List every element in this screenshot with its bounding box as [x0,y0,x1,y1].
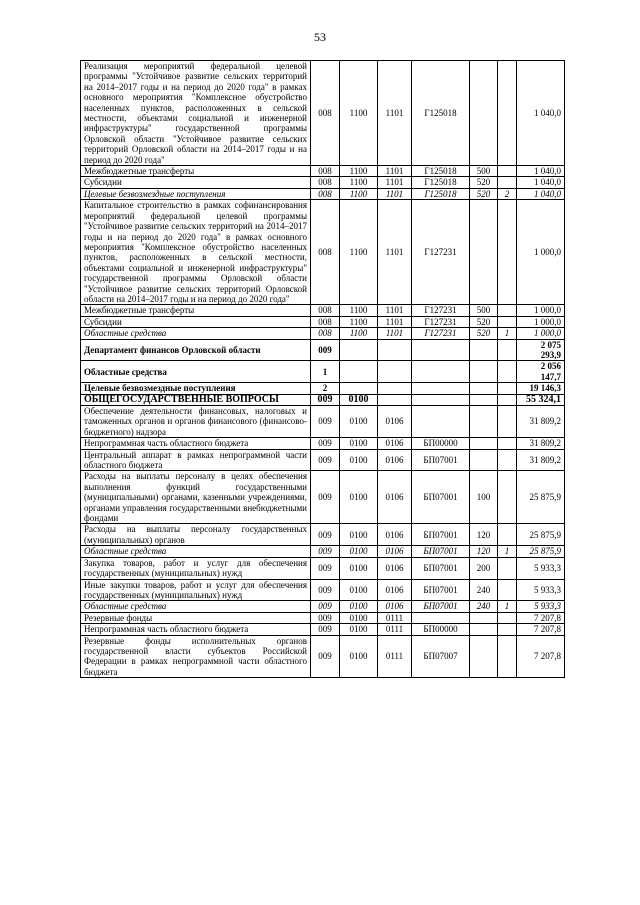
subsection-code-cell: 0106 [378,546,412,557]
expense-type-code-cell: 500 [470,305,498,316]
table-row [81,579,565,601]
table-row [81,624,565,635]
subsection-code-cell [378,339,412,361]
subsection-code-cell: 1101 [378,200,412,305]
item-name-cell: Закупка товаров, работ и услуг для обеспечения государственных (муниципальных) нужд [81,557,311,579]
amount-cell: 31 809,2 [517,406,565,438]
item-name-cell: Расходы на выплаты персоналу в целях обеспечения выполнения функций государственными (муниципальными) органами, казенными учреждениями, органами управления государственными внебюджетными фондами [81,471,311,524]
amount-cell: 2 056 147,7 [517,361,565,383]
amount-cell: 1 000,0 [517,305,565,316]
funding-source-code-cell [498,635,517,678]
table-row [81,166,565,177]
funding-source-code-cell [498,557,517,579]
target-item-code-cell: Г125018 [412,166,470,177]
expense-type-code-cell: 500 [470,166,498,177]
expense-type-code-cell: 120 [470,546,498,557]
amount-cell: 1 040,0 [517,188,565,199]
expense-type-code-cell: 520 [470,177,498,188]
item-name-cell: Иные закупки товаров, работ и услуг для обеспечения государственных (муниципальных) нужд [81,579,311,601]
target-item-code-cell: БП07001 [412,449,470,471]
funding-source-code-cell: 2 [498,188,517,199]
expense-type-code-cell [470,61,498,166]
section-code-cell: 0100 [340,438,378,449]
subsection-code-cell: 0106 [378,438,412,449]
amount-cell: 31 809,2 [517,438,565,449]
expense-type-code-cell [470,438,498,449]
subsection-code-cell: 1101 [378,188,412,199]
item-name-cell: Областные средства [81,546,311,557]
expense-type-code-cell: 120 [470,524,498,546]
section-code-cell: 0100 [340,635,378,678]
subsection-code-cell [378,394,412,405]
funding-source-code-cell [498,612,517,623]
subsection-code-cell: 0111 [378,612,412,623]
amount-cell: 19 146,3 [517,383,565,394]
item-name-cell: Расходы на выплаты персоналу государственных (муниципальных) органов [81,524,311,546]
ministry-code-cell: 009 [311,635,340,678]
subsection-code-cell: 0106 [378,601,412,612]
subsection-code-cell: 0111 [378,635,412,678]
expense-type-code-cell: 240 [470,579,498,601]
item-name-cell: Центральный аппарат в рамках непрограммной части областного бюджета [81,449,311,471]
target-item-code-cell [412,383,470,394]
item-name-cell: Областные средства [81,328,311,339]
section-code-cell: 1100 [340,166,378,177]
subsection-code-cell: 0106 [378,557,412,579]
section-code-cell: 1100 [340,316,378,327]
amount-cell: 5 933,3 [517,601,565,612]
item-name-cell: Обеспечение деятельности финансовых, налоговых и таможенных органов и органов финансового (финансово-бюджетного) надзора [81,406,311,438]
subsection-code-cell: 1101 [378,305,412,316]
table-row [81,200,565,305]
funding-source-code-cell: 1 [498,546,517,557]
target-item-code-cell [412,394,470,405]
target-item-code-cell: Г125018 [412,177,470,188]
funding-source-code-cell [498,305,517,316]
section-code-cell: 0100 [340,394,378,405]
section-code-cell: 1100 [340,305,378,316]
section-code-cell: 0100 [340,601,378,612]
expense-type-code-cell [470,406,498,438]
amount-cell: 1 000,0 [517,200,565,305]
section-code-cell: 0100 [340,579,378,601]
target-item-code-cell: Г127231 [412,200,470,305]
table-row [81,601,565,612]
section-code-cell: 0100 [340,557,378,579]
item-name-cell: Департамент финансов Орловской области [81,339,311,361]
table-row [81,449,565,471]
subsection-code-cell: 1101 [378,166,412,177]
ministry-code-cell: 008 [311,316,340,327]
item-name-cell: Резервные фонды [81,612,311,623]
target-item-code-cell: БП00000 [412,438,470,449]
expense-type-code-cell [470,361,498,383]
target-item-code-cell: БП07007 [412,635,470,678]
expense-type-code-cell [470,612,498,623]
ministry-code-cell: 009 [311,624,340,635]
target-item-code-cell: Г127231 [412,305,470,316]
expense-type-code-cell [470,383,498,394]
table-row [81,61,565,166]
ministry-code-cell: 009 [311,557,340,579]
ministry-code-cell: 1 [311,361,340,383]
section-code-cell: 0100 [340,546,378,557]
subsection-code-cell [378,361,412,383]
amount-cell: 1 040,0 [517,177,565,188]
ministry-code-cell: 008 [311,166,340,177]
funding-source-code-cell [498,624,517,635]
target-item-code-cell: БП07001 [412,601,470,612]
amount-cell: 7 207,8 [517,612,565,623]
expense-type-code-cell [470,449,498,471]
funding-source-code-cell [498,200,517,305]
item-name-cell: Целевые безвозмездные поступления [81,383,311,394]
expense-type-code-cell [470,200,498,305]
expense-type-code-cell: 240 [470,601,498,612]
target-item-code-cell [412,339,470,361]
amount-cell: 25 875,9 [517,524,565,546]
expense-type-code-cell: 520 [470,316,498,327]
subsection-code-cell: 1101 [378,61,412,166]
amount-cell: 7 207,8 [517,635,565,678]
expense-type-code-cell: 520 [470,328,498,339]
expense-type-code-cell: 520 [470,188,498,199]
section-code-cell: 0100 [340,624,378,635]
item-name-cell: Межбюджетные трансферты [81,305,311,316]
ministry-code-cell: 008 [311,188,340,199]
target-item-code-cell: Г125018 [412,188,470,199]
expense-type-code-cell: 200 [470,557,498,579]
subsection-code-cell [378,383,412,394]
table-row [81,361,565,383]
section-code-cell: 0100 [340,471,378,524]
funding-source-code-cell [498,383,517,394]
item-name-cell: Субсидии [81,177,311,188]
section-code-cell [340,361,378,383]
amount-cell: 55 324,1 [517,394,565,405]
table-row [81,546,565,557]
table-row [81,438,565,449]
table-row [81,524,565,546]
target-item-code-cell: Г127231 [412,316,470,327]
page-number: 53 [314,30,326,44]
subsection-code-cell: 0106 [378,579,412,601]
subsection-code-cell: 1101 [378,328,412,339]
ministry-code-cell: 009 [311,406,340,438]
funding-source-code-cell [498,449,517,471]
target-item-code-cell: БП07001 [412,579,470,601]
item-name-cell: Областные средства [81,601,311,612]
table-row [81,316,565,327]
subsection-code-cell: 0106 [378,406,412,438]
funding-source-code-cell [498,316,517,327]
table-row [81,635,565,678]
item-name-cell: Межбюджетные трансферты [81,166,311,177]
item-name-cell: Субсидии [81,316,311,327]
funding-source-code-cell [498,394,517,405]
section-code-cell: 1100 [340,328,378,339]
target-item-code-cell: БП00000 [412,624,470,635]
item-name-cell: Целевые безвозмездные поступления [81,188,311,199]
section-code-cell: 1100 [340,177,378,188]
ministry-code-cell: 009 [311,339,340,361]
table-row [81,328,565,339]
funding-source-code-cell [498,177,517,188]
ministry-code-cell: 009 [311,601,340,612]
expense-type-code-cell [470,624,498,635]
subsection-code-cell: 0106 [378,524,412,546]
funding-source-code-cell [498,406,517,438]
ministry-code-cell: 009 [311,612,340,623]
subsection-code-cell: 1101 [378,316,412,327]
expense-type-code-cell: 100 [470,471,498,524]
ministry-code-cell: 008 [311,200,340,305]
amount-cell: 1 000,0 [517,328,565,339]
item-name-cell: ОБЩЕГОСУДАРСТВЕННЫЕ ВОПРОСЫ [81,394,311,405]
section-code-cell: 0100 [340,612,378,623]
amount-cell: 25 875,9 [517,546,565,557]
funding-source-code-cell [498,166,517,177]
item-name-cell: Капитальное строительство в рамках софинансирования мероприятий федеральной целевой программы "Устойчивое развитие сельских территорий на 2014–2017 годы и на период до 2020 года" в рамках основного мероприятия "Комплексное обустройство населенных пунктов, расположенных в сельской местности, объектами социальной и инженерной инфраструктуры" государственной программы Орловской области "Устойчивое развитие сельских территорий Орловской области на 2014–2017 годы и на период до 2020 года" [81,200,311,305]
amount-cell: 5 933,3 [517,557,565,579]
funding-source-code-cell: 1 [498,601,517,612]
subsection-code-cell: 0106 [378,449,412,471]
subsection-code-cell: 0111 [378,624,412,635]
table-row [81,188,565,199]
subsection-code-cell: 0106 [378,471,412,524]
ministry-code-cell: 2 [311,383,340,394]
funding-source-code-cell [498,471,517,524]
ministry-code-cell: 008 [311,177,340,188]
expense-type-code-cell [470,394,498,405]
ministry-code-cell: 009 [311,471,340,524]
table-row [81,339,565,361]
target-item-code-cell: Г125018 [412,61,470,166]
section-code-cell: 1100 [340,61,378,166]
table-row [81,406,565,438]
amount-cell: 7 207,8 [517,624,565,635]
table-row [81,612,565,623]
item-name-cell: Непрограммная часть областного бюджета [81,438,311,449]
item-name-cell: Областные средства [81,361,311,383]
target-item-code-cell [412,612,470,623]
target-item-code-cell: БП07001 [412,546,470,557]
section-code-cell [340,383,378,394]
funding-source-code-cell [498,438,517,449]
target-item-code-cell: БП07001 [412,557,470,579]
ministry-code-cell: 009 [311,546,340,557]
section-code-cell: 0100 [340,406,378,438]
amount-cell: 31 809,2 [517,449,565,471]
ministry-code-cell: 009 [311,438,340,449]
amount-cell: 2 075 293,9 [517,339,565,361]
table-row [81,471,565,524]
table-row [81,305,565,316]
ministry-code-cell: 008 [311,328,340,339]
table-row [81,177,565,188]
budget-table [80,60,565,678]
section-code-cell: 0100 [340,524,378,546]
section-code-cell: 1100 [340,200,378,305]
target-item-code-cell [412,406,470,438]
ministry-code-cell: 009 [311,449,340,471]
target-item-code-cell: БП07001 [412,471,470,524]
ministry-code-cell: 008 [311,305,340,316]
amount-cell: 5 933,3 [517,579,565,601]
expense-type-code-cell [470,635,498,678]
funding-source-code-cell [498,339,517,361]
item-name-cell: Реализация мероприятий федеральной целевой программы "Устойчивое развитие сельских территорий на 2014–2017 годы и на период до 2020 года" в рамках основного мероприятия "Комплексное обустройство населенных пунктов, расположенных в сельской местности, объектами социальной и инженерной инфраструктуры" государственной программы Орловской области "Устойчивое развитие сельских территорий Орловской области на 2014–2017 годы и на период до 2020 года" [81,61,311,166]
funding-source-code-cell [498,579,517,601]
target-item-code-cell [412,361,470,383]
subsection-code-cell: 1101 [378,177,412,188]
amount-cell: 25 875,9 [517,471,565,524]
table-row [81,394,565,405]
item-name-cell: Непрограммная часть областного бюджета [81,624,311,635]
amount-cell: 1 000,0 [517,316,565,327]
table-row [81,383,565,394]
amount-cell: 1 040,0 [517,61,565,166]
ministry-code-cell: 009 [311,579,340,601]
amount-cell: 1 040,0 [517,166,565,177]
section-code-cell: 0100 [340,449,378,471]
target-item-code-cell: БП07001 [412,524,470,546]
target-item-code-cell: Г127231 [412,328,470,339]
funding-source-code-cell [498,61,517,166]
table-row [81,557,565,579]
funding-source-code-cell [498,361,517,383]
section-code-cell [340,339,378,361]
ministry-code-cell: 009 [311,524,340,546]
ministry-code-cell: 009 [311,394,340,405]
ministry-code-cell: 008 [311,61,340,166]
funding-source-code-cell [498,524,517,546]
funding-source-code-cell: 1 [498,328,517,339]
section-code-cell: 1100 [340,188,378,199]
expense-type-code-cell [470,339,498,361]
item-name-cell: Резервные фонды исполнительных органов государственной власти субъектов Российской Федерации в рамках непрограммной части областного бюджета [81,635,311,678]
